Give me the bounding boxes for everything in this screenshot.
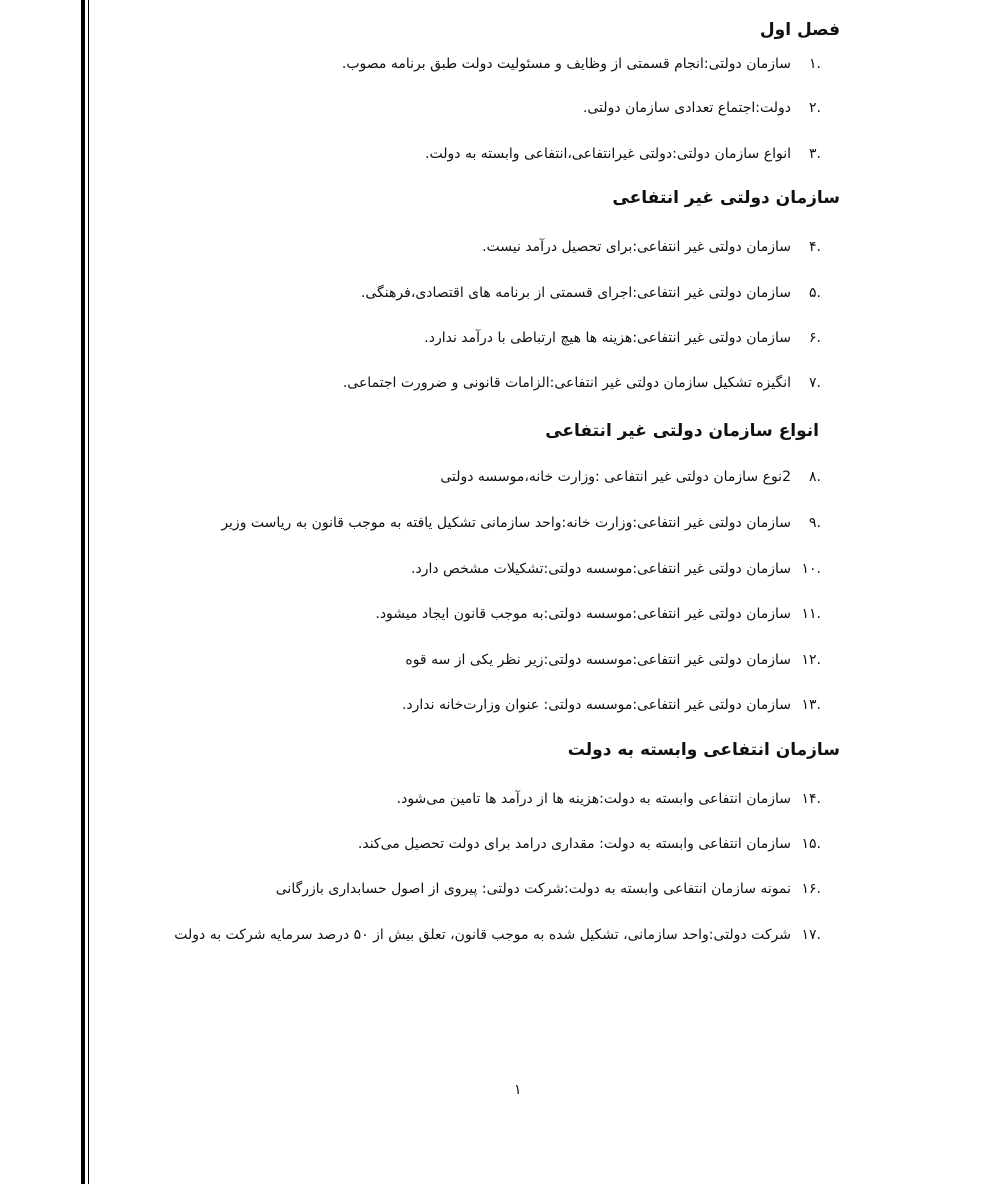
list-item-text: سازمان دولتی:انجام قسمتی از وظایف و مسئولیت دولت طبق برنامه مصوب. bbox=[341, 56, 791, 72]
list-item bbox=[583, 98, 821, 118]
list-item bbox=[402, 695, 821, 715]
list-item-text: 2نوع سازمان دولتی غیر انتفاعی :وزارت خانه،موسسه دولتی bbox=[440, 469, 791, 485]
list-item-text: سازمان دولتی غیر انتفاعی:اجرای قسمتی از برنامه های اقتصادی،فرهنگی. bbox=[360, 285, 791, 301]
list-item bbox=[482, 237, 821, 257]
list-item-text: سازمان دولتی غیر انتفاعی:موسسه دولتی:زیر نظر یکی از سه قوه bbox=[405, 652, 791, 668]
list-item-text: سازمان دولتی غیر انتفاعی:برای تحصیل درآمد نیست. bbox=[482, 239, 791, 255]
section-heading-non-profit-org: سازمان دولتی غیر انتفاعی bbox=[612, 188, 840, 208]
list-item-text: سازمان دولتی غیر انتفاعی:موسسه دولتی:به موجب قانون ایجاد میشود. bbox=[375, 606, 791, 622]
list-item bbox=[440, 467, 821, 487]
list-item-text: نمونه سازمان انتفاعی وابسته به دولت:شرکت دولتی: پیروی از اصول حسابداری بازرگانی bbox=[275, 881, 791, 897]
list-item bbox=[221, 513, 821, 533]
list-item-text: سازمان انتفاعی وابسته به دولت:هزینه ها از درآمد ها تامین می‌شود. bbox=[396, 791, 791, 807]
list-item bbox=[276, 879, 821, 899]
section-heading-profit-org: سازمان انتفاعی وابسته به دولت bbox=[567, 740, 840, 760]
list-item bbox=[411, 559, 821, 579]
list-item-number: .۵ bbox=[809, 285, 821, 301]
list-item bbox=[405, 650, 821, 670]
list-item-number: .۱۴ bbox=[801, 791, 821, 807]
list-item-number: .۹ bbox=[809, 515, 821, 531]
list-item-number: .۲ bbox=[809, 100, 821, 116]
list-item bbox=[343, 373, 821, 393]
list-item-number: .۱۳ bbox=[801, 697, 821, 713]
list-item-number: .۱۵ bbox=[801, 836, 821, 852]
list-item-number: .۱۰ bbox=[801, 561, 821, 577]
list-item bbox=[375, 604, 821, 624]
list-item-number: .۶ bbox=[809, 330, 821, 346]
list-item-text: سازمان دولتی غیر انتفاعی:موسسه دولتی: عنوان وزارت‌خانه ندارد. bbox=[401, 697, 791, 713]
list-item-text: دولت:اجتماع تعدادی سازمان دولتی. bbox=[582, 100, 791, 116]
list-item-text: شرکت دولتی:واحد سازمانی، تشکیل شده به موجب قانون، تعلق بیش از ۵۰ درصد سرمایه شرکت به دولت bbox=[174, 927, 791, 943]
list-item-number: .۱۷ bbox=[801, 927, 821, 943]
list-item-number: .۸ bbox=[809, 469, 821, 485]
section-heading-non-profit-types: انواع سازمان دولتی غیر انتفاعی bbox=[545, 421, 819, 441]
list-item-number: .۱۲ bbox=[801, 652, 821, 668]
list-item-number: .۷ bbox=[809, 375, 821, 391]
list-item-number: .۱ bbox=[809, 56, 821, 72]
page-number: ۱ bbox=[514, 1082, 522, 1098]
list-item bbox=[361, 283, 821, 303]
list-item bbox=[397, 789, 821, 809]
list-item-number: .۴ bbox=[809, 239, 821, 255]
list-item-text: انواع سازمان دولتی:دولتی غیرانتفاعی،انتفاعی وابسته به دولت. bbox=[425, 146, 791, 162]
list-item-number: .۱۶ bbox=[801, 881, 821, 897]
list-item-text: سازمان دولتی غیر انتفاعی:هزینه ها هیچ ارتباطی با درآمد ندارد. bbox=[424, 330, 791, 346]
list-item-number: .۳ bbox=[809, 146, 821, 162]
list-item-text: سازمان دولتی غیر انتفاعی:موسسه دولتی:تشکیلات مشخص دارد. bbox=[411, 561, 791, 577]
list-item-text: سازمان انتفاعی وابسته به دولت: مقداری درامد برای دولت تحصیل می‌کند. bbox=[357, 836, 791, 852]
list-item bbox=[425, 144, 821, 164]
list-item bbox=[174, 925, 821, 945]
list-item-text: سازمان دولتی غیر انتفاعی:وزارت خانه:واحد سازمانی تشکیل یافته به موجب قانون به ریاست وزیر bbox=[221, 515, 791, 531]
section-heading-chapter-one: فصل اول bbox=[759, 20, 840, 40]
list-item bbox=[424, 328, 821, 348]
list-item-text: انگیزه تشکیل سازمان دولتی غیر انتفاعی:الزامات قانونی و ضرورت اجتماعی. bbox=[342, 375, 791, 391]
list-item-number: .۱۱ bbox=[801, 606, 821, 622]
list-item bbox=[342, 54, 821, 74]
list-item bbox=[358, 834, 821, 854]
